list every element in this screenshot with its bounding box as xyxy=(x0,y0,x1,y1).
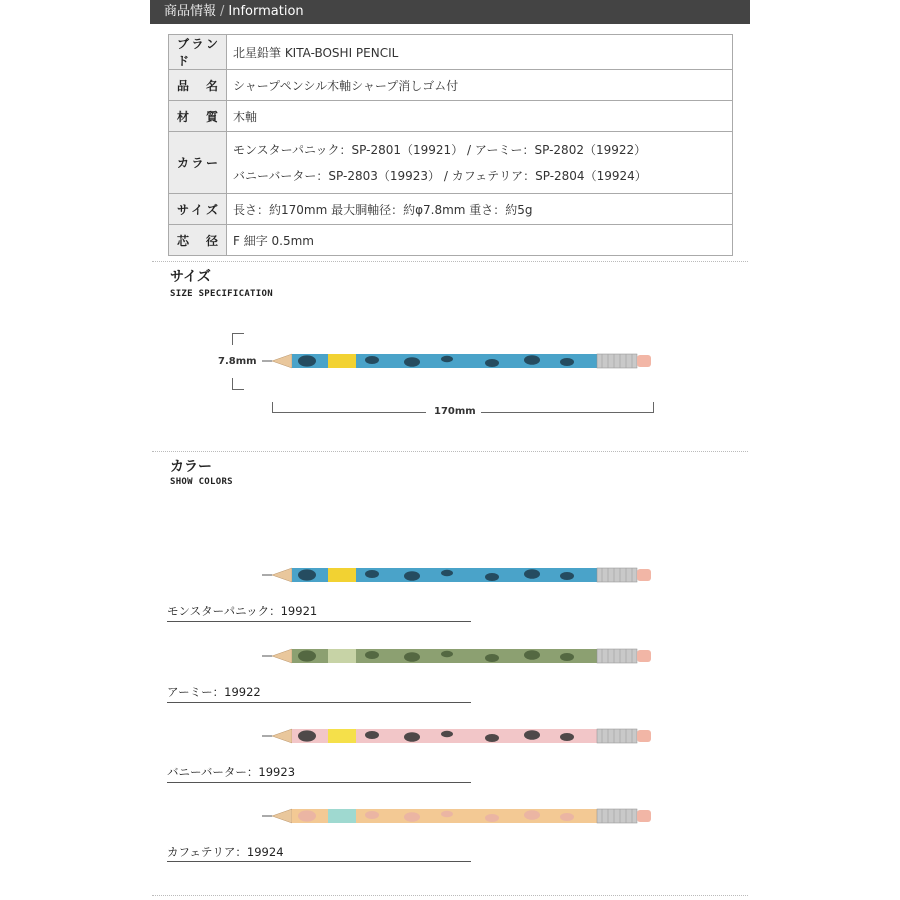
spec-row-size xyxy=(169,194,733,225)
spec-key: ブランド xyxy=(169,35,227,70)
pencil-pattern xyxy=(441,570,453,576)
spec-value: 長さ：約170mm 最大胴軸径：約φ7.8mm 重さ：約5g xyxy=(227,194,733,225)
spec-value: シャープペンシル木軸シャープ消しゴム付 xyxy=(227,70,733,101)
spec-key: 品名 xyxy=(169,70,227,101)
length-label: 170mm xyxy=(434,406,476,417)
length-line-left xyxy=(272,412,426,413)
spec-value-line: バニーバーター：SP-2803（19923） / カフェテリア：SP-2804（19924） xyxy=(233,169,647,183)
pencil-eraser xyxy=(637,650,651,662)
spec-key: 芯径 xyxy=(169,225,227,256)
pencil-pattern xyxy=(560,813,574,821)
pencil-icon xyxy=(262,806,654,826)
header-separator: / xyxy=(220,4,225,19)
pencil-pattern xyxy=(365,811,379,819)
pencil-ferrule xyxy=(597,649,637,663)
pencil-pattern xyxy=(485,734,499,742)
pencil-pattern xyxy=(298,569,316,580)
diameter-label: 7.8mm xyxy=(218,356,257,367)
pencil-wood xyxy=(272,729,292,743)
pencil-accent xyxy=(328,809,356,823)
pencil-pattern xyxy=(298,650,316,661)
pencil-ferrule xyxy=(597,354,637,368)
pencil-pattern xyxy=(524,569,540,579)
color-underline xyxy=(167,861,471,862)
pencil-eraser xyxy=(637,355,651,367)
header-title-jp: 商品情報 xyxy=(164,4,217,19)
pencil-pattern xyxy=(365,731,379,739)
pencil-pattern xyxy=(404,571,420,581)
pencil-pattern xyxy=(560,733,574,741)
spec-value xyxy=(227,132,733,194)
color-underline xyxy=(167,702,471,703)
size-pencil-image xyxy=(262,351,654,375)
size-section-title: サイズ xyxy=(170,269,211,285)
color-label-army: アーミー：19922 xyxy=(167,685,261,699)
pencil-pattern xyxy=(560,358,574,366)
spec-value: F 細字 0.5mm xyxy=(227,225,733,256)
color-pencil-cafeteria xyxy=(262,806,654,830)
pencil-icon xyxy=(262,565,654,585)
pencil-ferrule xyxy=(597,729,637,743)
pencil-eraser xyxy=(637,569,651,581)
pencil-accent xyxy=(328,649,356,663)
pencil-eraser xyxy=(637,810,651,822)
color-label-bunny: バニーバーター：19923 xyxy=(167,765,296,779)
size-section-subtitle: SIZE SPECIFICATION xyxy=(170,289,273,299)
pencil-pattern xyxy=(404,732,420,742)
divider xyxy=(152,451,748,452)
pencil-ferrule xyxy=(597,568,637,582)
pencil-pattern xyxy=(560,653,574,661)
pencil-pattern xyxy=(365,651,379,659)
pencil-pattern xyxy=(524,730,540,740)
color-label-cafeteria: カフェテリア：19924 xyxy=(167,845,284,859)
pencil-pattern xyxy=(524,810,540,820)
pencil-wood xyxy=(272,649,292,663)
pencil-pattern xyxy=(485,573,499,581)
spec-table xyxy=(168,34,733,256)
spec-key: 材質 xyxy=(169,101,227,132)
spec-row-name xyxy=(169,70,733,101)
color-pencil-bunny xyxy=(262,726,654,750)
length-tick-right xyxy=(653,402,654,413)
colors-section-title: カラー xyxy=(170,459,212,475)
color-underline xyxy=(167,782,471,783)
pencil-pattern xyxy=(404,652,420,662)
pencil-wood xyxy=(272,809,292,823)
color-pencil-monster xyxy=(262,565,654,589)
spec-row-lead xyxy=(169,225,733,256)
color-underline xyxy=(167,621,471,622)
pencil-accent xyxy=(328,729,356,743)
header-title-en: Information xyxy=(228,4,304,19)
spec-key: サイズ xyxy=(169,194,227,225)
spec-row-material xyxy=(169,101,733,132)
pencil-pattern xyxy=(560,572,574,580)
pencil-pattern xyxy=(441,811,453,817)
pencil-accent xyxy=(328,354,356,368)
pencil-icon xyxy=(262,726,654,746)
pencil-eraser xyxy=(637,730,651,742)
length-line-right xyxy=(481,412,653,413)
pencil-icon xyxy=(262,351,654,371)
divider xyxy=(152,261,748,262)
pencil-pattern xyxy=(404,357,420,367)
colors-section-subtitle: SHOW COLORS xyxy=(170,477,233,487)
pencil-accent xyxy=(328,568,356,582)
spec-value-line: モンスターパニック：SP-2801（19921） / アーミー：SP-2802（19922） xyxy=(233,143,647,157)
pencil-ferrule xyxy=(597,809,637,823)
spec-key: カラー xyxy=(169,132,227,194)
pencil-pattern xyxy=(404,812,420,822)
pencil-pattern xyxy=(441,356,453,362)
pencil-pattern xyxy=(441,731,453,737)
pencil-icon xyxy=(262,646,654,666)
spec-row-brand xyxy=(169,35,733,70)
pencil-pattern xyxy=(524,355,540,365)
diameter-bracket-top xyxy=(232,333,244,345)
pencil-pattern xyxy=(485,814,499,822)
spec-row-color xyxy=(169,132,733,194)
info-header xyxy=(150,0,750,24)
pencil-pattern xyxy=(298,355,316,366)
pencil-pattern xyxy=(524,650,540,660)
pencil-wood xyxy=(272,568,292,582)
color-pencil-army xyxy=(262,646,654,670)
divider xyxy=(152,895,748,896)
pencil-pattern xyxy=(485,654,499,662)
pencil-pattern xyxy=(298,810,316,821)
color-label-monster: モンスターパニック：19921 xyxy=(167,604,318,618)
spec-value: 木軸 xyxy=(227,101,733,132)
pencil-pattern xyxy=(365,570,379,578)
pencil-wood xyxy=(272,354,292,368)
spec-value: 北星鉛筆 KITA-BOSHI PENCIL xyxy=(227,35,733,70)
pencil-pattern xyxy=(485,359,499,367)
pencil-pattern xyxy=(298,730,316,741)
pencil-pattern xyxy=(365,356,379,364)
pencil-pattern xyxy=(441,651,453,657)
diameter-bracket-bottom xyxy=(232,378,244,390)
